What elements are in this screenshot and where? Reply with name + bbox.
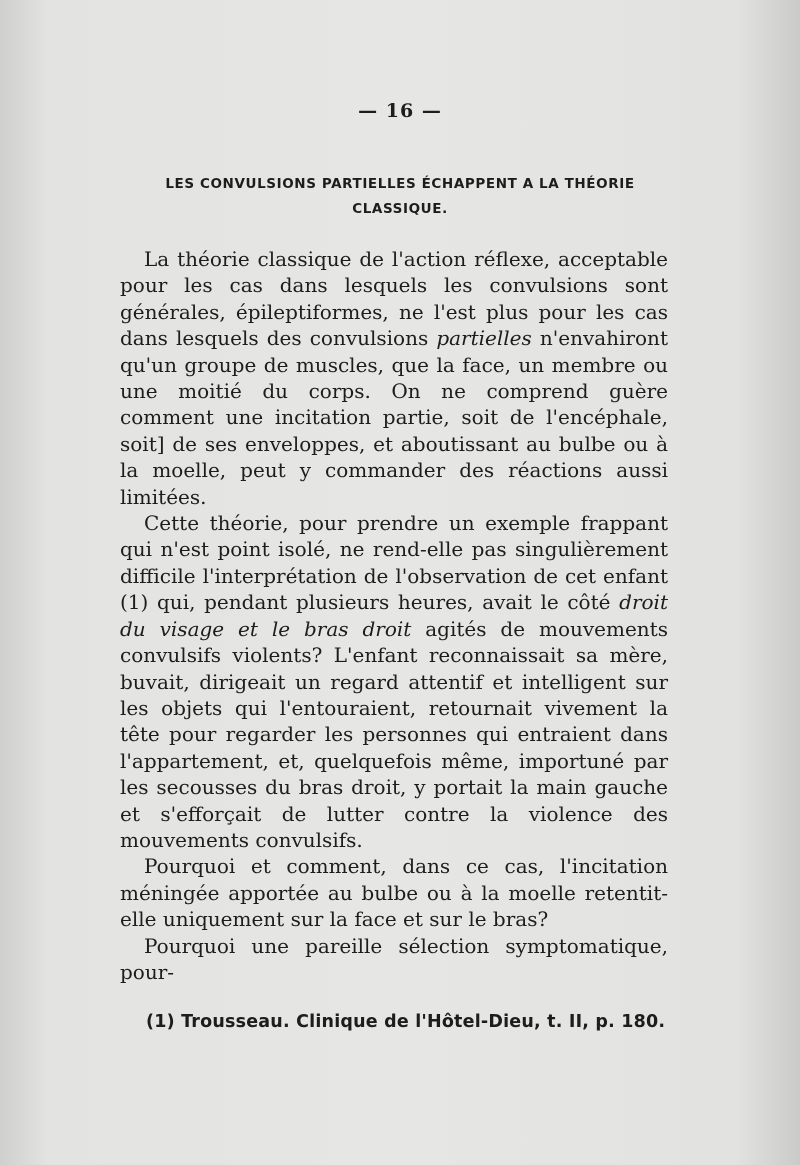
- paragraph-4: Pourquoi une pareille sélection symptomatique, pour-: [120, 933, 668, 984]
- page-number: — 16 —: [358, 100, 442, 122]
- paragraph-2: [120, 510, 668, 853]
- paragraph-1-text-a: La théorie classique de l'action réflexe, acceptable pour les cas dans lesquels les convulsions sont générales, épileptiformes, ne l'est plus pour les cas dans lesquels des convulsions: [120, 247, 668, 351]
- paragraph-1-text-b: n'envahiront qu'un groupe de muscles, que la face, un membre ou une moitié du corps. On ne comprend guère comment une incitation partie, soit de l'encéphale, soit] de ses enveloppes, et aboutissant au bulbe ou à la moelle, peut y commander des réactions aussi limitées.: [120, 326, 668, 509]
- paragraph-2-text-a: Cette théorie, pour prendre un exemple frappant qui n'est point isolé, ne rend-elle pas singulièrement difficile l'interprétation de l'observation de cet enfant (1) qui, pendant plusieurs heures, avait le côté: [120, 511, 668, 615]
- chapter-title: [110, 172, 690, 222]
- paragraph-2-italic: droit du visage et le bras droit: [120, 590, 668, 641]
- paragraph-1: [120, 246, 668, 510]
- paragraph-2-text-b: agités de mouvements convulsifs violents? L'enfant reconnaissait sa mère, buvait, dirigeait un regard attentif et intelligent sur les objets qui l'entouraient, retournait vivement la tête pour regarder les personnes qui entraient dans l'appartement, et, quelquefois même, importuné par les secousses du bras droit, y portait la main gauche et s'efforçait de lutter contre la violence des mouvements convulsifs.: [120, 616, 668, 852]
- chapter-title-line-1: LES CONVULSIONS PARTIELLES ÉCHAPPENT A LA THÉORIE: [165, 176, 635, 192]
- chapter-title-line-2: CLASSIQUE.: [352, 201, 448, 217]
- paragraph-3: Pourquoi et comment, dans ce cas, l'incitation méningée apportée au bulbe ou à la moelle retentit-elle uniquement sur la face et sur le bras?: [120, 854, 668, 932]
- footnote: (1) Trousseau. Clinique de l'Hôtel-Dieu, t. II, p. 180.: [146, 1012, 666, 1032]
- body-text: [120, 246, 668, 985]
- paragraph-1-italic: partielles: [436, 326, 532, 351]
